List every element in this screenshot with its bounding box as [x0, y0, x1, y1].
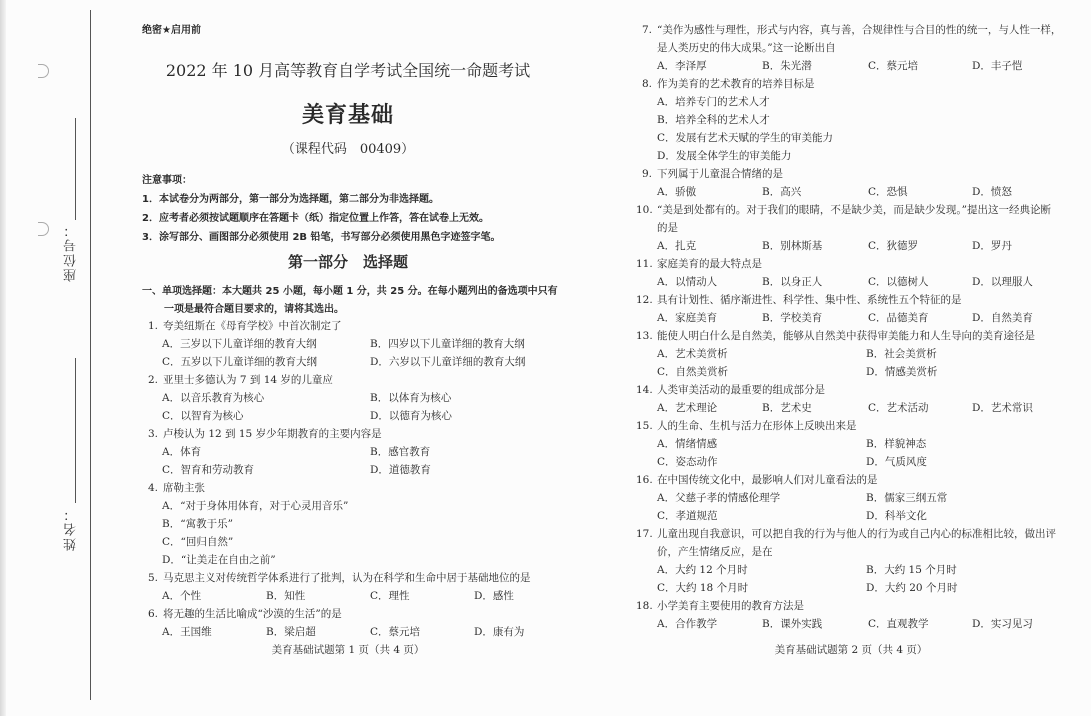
- notice-item: 2．应考者必须按试题顺序在答题卡（纸）指定位置上作答，答在试卷上无效。: [142, 213, 489, 224]
- option: A．三岁以下儿童详细的教育大纲: [162, 338, 317, 350]
- question-6: 6. 将无趣的生活比喻成“沙漠的生活”的是: [147, 608, 342, 620]
- option: C．五岁以下儿童详细的教育大纲: [162, 356, 318, 368]
- option: A．以情动人: [657, 276, 718, 288]
- secret-mark: 绝密★启用前: [142, 25, 201, 36]
- option: C．智育和劳动教育: [162, 464, 255, 476]
- question-4: 4. 席勒主张: [147, 482, 205, 494]
- option: B．样貌神态: [866, 438, 927, 450]
- option: C．以德树人: [868, 276, 929, 288]
- question-3: 3. 卢梭认为 12 到 15 岁少年期教育的主要内容是: [147, 428, 382, 440]
- option: B．别林斯基: [762, 240, 823, 252]
- option: B．艺术史: [762, 402, 812, 414]
- option: D．道德教育: [370, 464, 431, 476]
- option: B．感官教育: [370, 446, 431, 458]
- question-16: 16. 在中国传统文化中，最影响人们对儿童看法的是: [636, 474, 878, 486]
- page-footer: 美育基础试题第 2 页（共 4 页）: [774, 644, 928, 656]
- option: A．合作教学: [657, 618, 718, 630]
- section-heading-line: 一项是最符合题目要求的，请将其选出。: [164, 304, 344, 315]
- option: D．发展全体学生的审美能力: [657, 150, 792, 162]
- option: D．愤怒: [972, 186, 1012, 198]
- section-heading: [142, 283, 562, 319]
- option: C．姿态动作: [657, 456, 718, 468]
- page-footer: 美育基础试题第 1 页（共 4 页）: [271, 644, 425, 656]
- question-2: 2. 亚里士多德认为 7 到 14 岁的儿童应: [147, 374, 333, 386]
- option: D．情感美赏析: [866, 366, 938, 378]
- option: B．以体育为核心: [370, 392, 452, 404]
- option: C．以智育为核心: [162, 410, 244, 422]
- part-title: 第一部分 选择题: [287, 253, 408, 271]
- option: C．直观教学: [868, 618, 929, 630]
- option: A．大约 12 个月时: [657, 564, 748, 576]
- exam-page-2: [636, 0, 1066, 716]
- option: C．发展有艺术天赋的学生的审美能力: [657, 132, 834, 144]
- question-9: 9. 下列属于儿童混合情绪的是: [641, 168, 783, 180]
- name-line: [75, 358, 76, 503]
- question-stem-continued: 价，产生情绪反应，是在: [657, 546, 773, 558]
- option: B．梁启超: [266, 626, 316, 638]
- question-stem-continued: 是人类历史的伟大成果。”这一论断出自: [657, 42, 836, 54]
- question-14: 14. 人类审美活动的最重要的组成部分是: [636, 384, 825, 396]
- option: B．知性: [266, 590, 306, 602]
- option: A．个性: [162, 590, 202, 602]
- question-7: 7. “美作为感性与理性，形式与内容，真与善，合规律性与合目的性的统一，与人性一样，: [641, 24, 1062, 36]
- option: D．以理服人: [972, 276, 1033, 288]
- option: B．儒家三纲五常: [866, 492, 948, 504]
- option: D．康有为: [474, 626, 525, 638]
- option: A．培养专门的艺术人才: [657, 96, 770, 108]
- option: D．六岁以下儿童详细的教育大纲: [370, 356, 526, 368]
- notice-item: 3．涂写部分、画图部分必须使用 2B 铅笔，书写部分必须使用黑色字迹签字笔。: [142, 232, 501, 243]
- option: C．恐惧: [868, 186, 908, 198]
- option: B．学校美育: [762, 312, 823, 324]
- option: D．以德育为核心: [370, 410, 452, 422]
- option: B．四岁以下儿童详细的教育大纲: [370, 338, 525, 350]
- seat-number-label: 座位号：: [64, 222, 79, 282]
- option: B．“寓教于乐”: [162, 518, 233, 530]
- option: D．艺术常识: [972, 402, 1033, 414]
- name-label: 姓名：: [64, 506, 79, 551]
- option: C．蔡元培: [868, 60, 919, 72]
- option: A．扎克: [657, 240, 697, 252]
- option: A．父慈子孝的情感伦理学: [657, 492, 781, 504]
- option: A．家庭美育: [657, 312, 718, 324]
- question-stem-continued: 的是: [657, 222, 678, 234]
- option: B．朱光潜: [762, 60, 812, 72]
- option: C．品德美育: [868, 312, 929, 324]
- section-heading-line: 一、单项选择题：本大题共 25 小题，每小题 1 分，共 25 分。在每小题列出的备选项中只有: [142, 286, 558, 297]
- option: C．“回归自然”: [162, 536, 234, 548]
- question-10: 10. “美是到处都有的。对于我们的眼睛，不是缺少美，而是缺少发现。”提出这一经典论断: [636, 204, 1051, 216]
- option: D．感性: [474, 590, 514, 602]
- option: B．培养全科的艺术人才: [657, 114, 770, 126]
- exam-title: 2022 年 10 月高等教育自学考试全国统一命题考试: [165, 61, 531, 80]
- option: A．李泽厚: [657, 60, 707, 72]
- option: C．大约 18 个月时: [657, 582, 749, 594]
- course-code: （课程代码 00409）: [281, 142, 415, 157]
- option: B．课外实践: [762, 618, 823, 630]
- option: A．骄傲: [657, 186, 697, 198]
- punch-hole: [38, 64, 49, 78]
- notice-item: 1．本试卷分为两部分，第一部分为选择题，第二部分为非选择题。: [142, 194, 439, 205]
- option: D．科举文化: [866, 510, 927, 522]
- option: C．孝道规范: [657, 510, 718, 522]
- option: B．大约 15 个月时: [866, 564, 957, 576]
- option: D．大约 20 个月时: [866, 582, 958, 594]
- option: C．蔡元培: [370, 626, 421, 638]
- option: A．情绪情感: [657, 438, 718, 450]
- scan-edge: [0, 0, 6, 716]
- option: A．体育: [162, 446, 202, 458]
- option: A．艺术美赏析: [657, 348, 728, 360]
- question-8: 8. 作为美育的艺术教育的培养目标是: [641, 78, 815, 90]
- option: C．理性: [370, 590, 410, 602]
- notice-heading: 注意事项：: [142, 175, 192, 186]
- seat-number-line: [75, 118, 76, 220]
- option: C．艺术活动: [868, 402, 929, 414]
- option: D．罗丹: [972, 240, 1012, 252]
- option: D．实习见习: [972, 618, 1033, 630]
- punch-hole: [38, 222, 49, 236]
- option: D．气质风度: [866, 456, 927, 468]
- exam-page-1: [138, 0, 558, 716]
- option: B．以身正人: [762, 276, 823, 288]
- option: D．“让美走在自由之前”: [162, 554, 276, 566]
- option: A．“对于身体用体育，对于心灵用音乐”: [162, 500, 349, 512]
- option: B．社会美赏析: [866, 348, 937, 360]
- option: D．自然美育: [972, 312, 1033, 324]
- question-17: 17. 儿童出现自我意识，可以把自我的行为与他人的行为或自己内心的标准相比较，做出评: [636, 528, 1056, 540]
- option: A．王国维: [162, 626, 212, 638]
- question-12: 12. 具有计划性、循序渐进性、科学性、集中性、系统性五个特征的是: [636, 294, 962, 306]
- option: B．高兴: [762, 186, 802, 198]
- option: A．以音乐教育为核心: [162, 392, 265, 404]
- question-11: 11. 家庭美育的最大特点是: [636, 258, 762, 270]
- option: A．艺术理论: [657, 402, 718, 414]
- binding-line: [90, 10, 91, 700]
- option: D．丰子恺: [972, 60, 1023, 72]
- question-15: 15. 人的生命、生机与活力在形体上反映出来是: [636, 420, 857, 432]
- question-5: 5. 马克思主义对传统哲学体系进行了批判，认为在科学和生命中居于基础地位的是: [147, 572, 531, 584]
- option: C．自然美赏析: [657, 366, 729, 378]
- question-13: 13. 能使人明白什么是自然美，能够从自然美中获得审美能力和人生导向的美育途径是: [636, 330, 1035, 342]
- option: C．狄德罗: [868, 240, 919, 252]
- question-18: 18. 小学美育主要使用的教育方法是: [636, 600, 804, 612]
- question-1: 1. 夸美纽斯在《母育学校》中首次制定了: [147, 320, 342, 332]
- subject-title: 美育基础: [301, 103, 394, 128]
